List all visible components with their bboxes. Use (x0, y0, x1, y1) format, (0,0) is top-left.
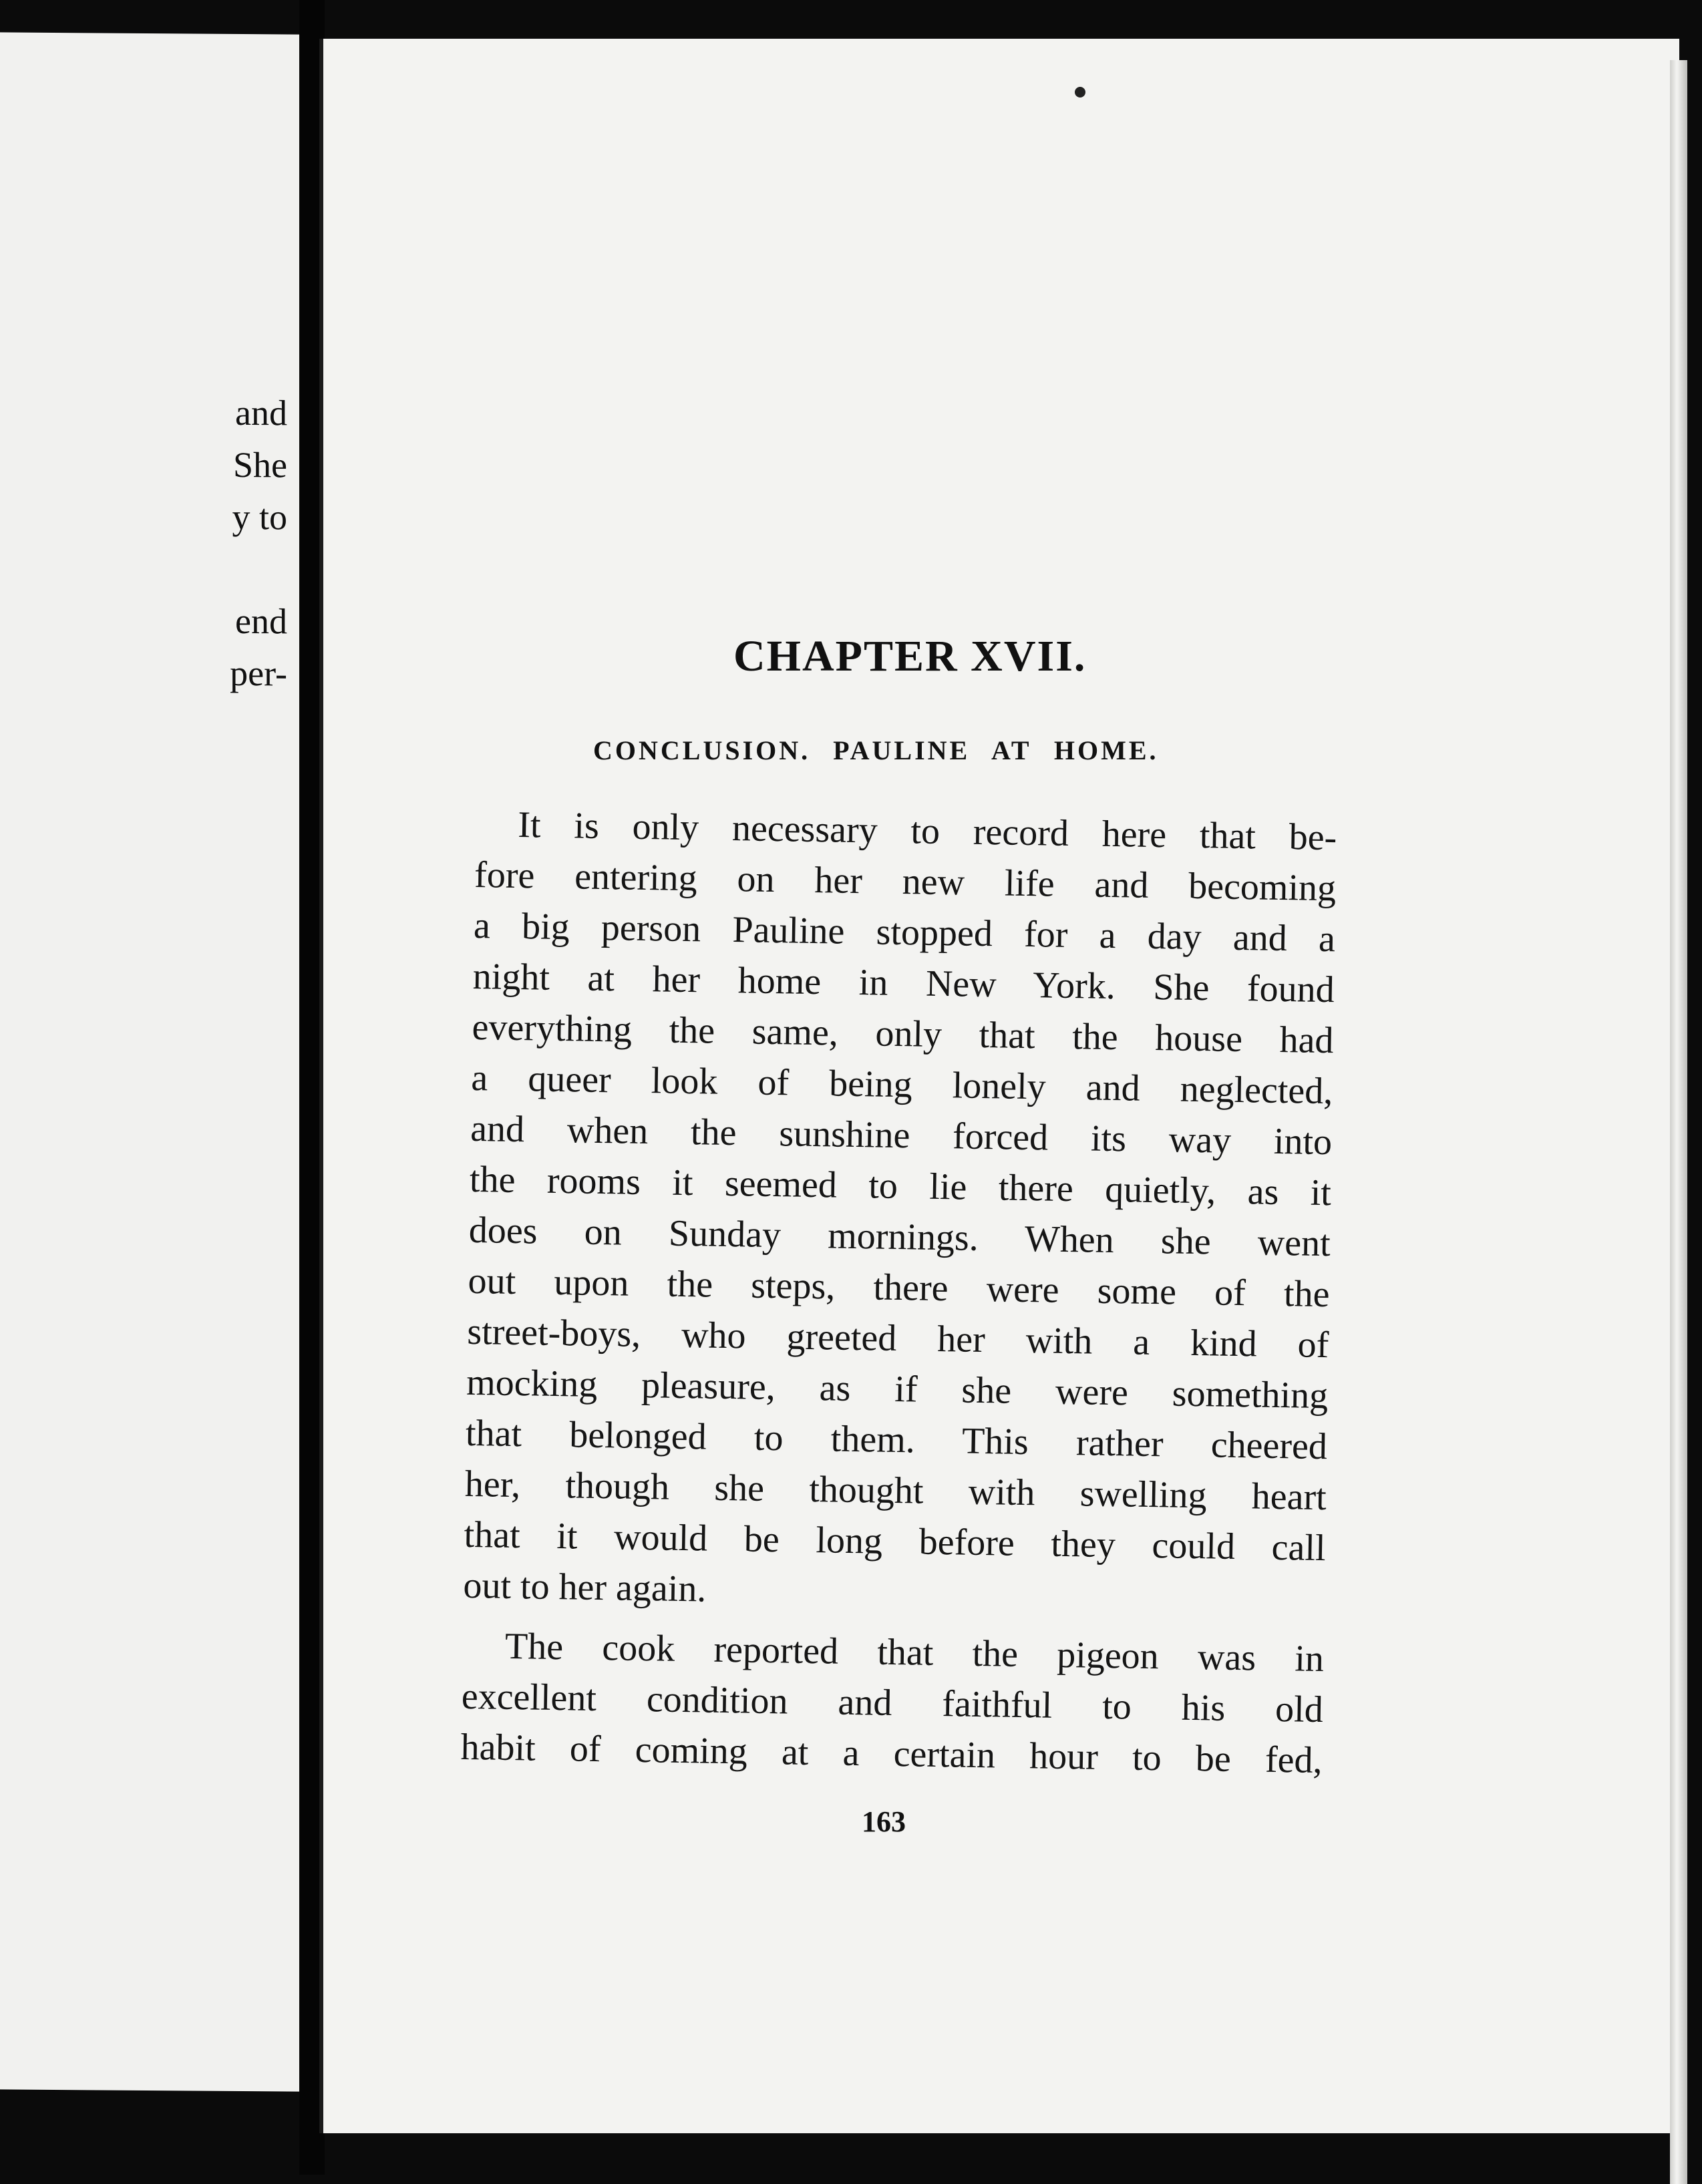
text-line: that it would be long before they could call (464, 1513, 1327, 1570)
text-line: The cook reported that the pigeon was in (504, 1625, 1325, 1680)
chapter-title: CHAPTER XVII. (733, 632, 1087, 681)
text-line: the rooms it seemed to lie there quietly, as it (469, 1158, 1332, 1214)
left-page-line: end (235, 600, 287, 642)
text-line: a big person Pauline stopped for a day and a (473, 904, 1336, 960)
left-page-line: She (233, 444, 287, 486)
text-line: that belonged to them. This rather cheered (465, 1412, 1328, 1468)
text-line: excellent condition and faithful to his old (461, 1675, 1324, 1731)
text-line: her, though she thought with swelling heart (464, 1463, 1327, 1519)
left-page-line: and (235, 392, 287, 433)
left-page-line: per- (230, 653, 287, 694)
left-page-line: y to (232, 496, 287, 538)
text-line: and when the sunshine forced its way into (470, 1107, 1333, 1163)
page-number: 163 (862, 1805, 906, 1838)
text-line: does on Sunday mornings. When she went (468, 1209, 1331, 1265)
body-text (460, 799, 1337, 1786)
text-line: everything the same, only that the house had (472, 1006, 1334, 1062)
text-line: night at her home in New York. She found (472, 955, 1335, 1011)
text-line: a queer look of being lonely and neglected, (470, 1057, 1333, 1113)
text-line: mocking pleasure, as if she were something (466, 1361, 1329, 1417)
text-line: habit of coming at a certain hour to be fed, (460, 1726, 1323, 1782)
text-line: out to her again. (463, 1564, 707, 1610)
previous-page (0, 32, 299, 2091)
chapter-subtitle: CONCLUSION. PAULINE AT HOME. (593, 735, 1159, 765)
print-speck (1075, 87, 1085, 98)
text-line: out upon the steps, there were some of the (468, 1260, 1330, 1316)
page-edge (1670, 60, 1687, 2184)
text-line: fore entering on her new life and becoming (474, 854, 1337, 910)
text-line: street-boys, who greeted her with a kind of (466, 1310, 1329, 1367)
text-line: It is only necessary to record here that be- (517, 804, 1337, 859)
